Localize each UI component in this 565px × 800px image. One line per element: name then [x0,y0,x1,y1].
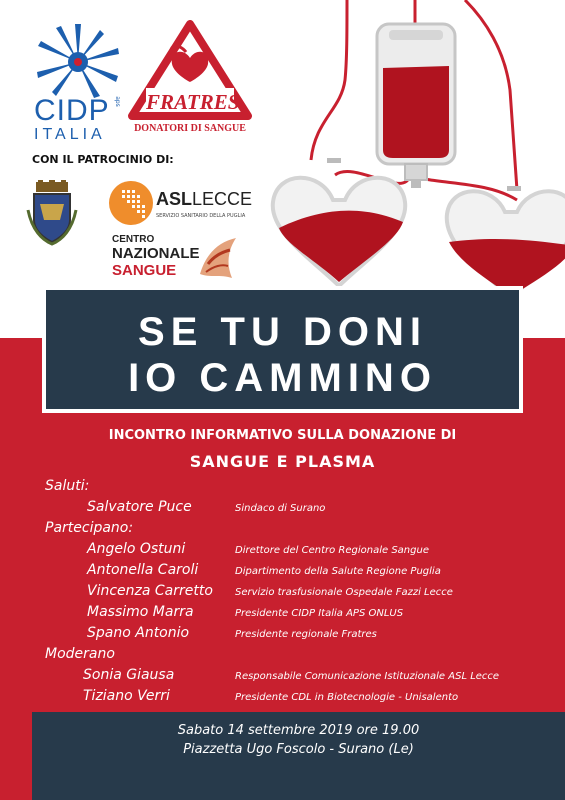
coat-of-arms-icon [26,180,78,246]
title-box [42,286,523,413]
cidp-aps: aps [113,96,121,107]
fratres-name: FRATRES [146,90,240,114]
person-name: Tiziano Verri [83,688,170,704]
asl-subtitle: SERVIZIO SANITARIO DELLA PUGLIA [156,213,246,219]
section-partecipano: Partecipano: [45,520,134,536]
person-role: Direttore del Centro Regionale Sangue [235,545,429,556]
person-name: Vincenza Carretto [87,583,213,599]
section-moderano: Moderano [45,646,115,662]
event-location: Piazzetta Ugo Foscolo - Surano (Le) [183,742,414,757]
title-line-2: IO CAMMINO [128,356,437,400]
cns-line3: SANGUE [112,262,177,279]
person-role: Presidente CIDP Italia APS ONLUS [235,608,404,619]
person-name: Antonella Caroli [87,562,199,578]
asl-puglia-icon [108,180,154,226]
fratres-logo [126,20,254,145]
asl-title-b: LECCE [192,189,253,209]
fratres-subtitle: DONATORI DI SANGUE [134,123,246,134]
person-role: Servizio trasfusionale Ospedale Fazzi Lecce [235,587,453,598]
person-role: Presidente regionale Fratres [235,629,377,640]
person-name: Sonia Giausa [83,667,175,683]
person-role: Dipartimento della Salute Regione Puglia [235,566,441,577]
person-name: Angelo Ostuni [87,541,186,557]
patrocinio-label: CON IL PATROCINIO DI: [32,153,174,166]
event-footer [32,712,565,800]
centro-nazionale-sangue-logo [110,234,240,284]
asl-title-a: ASL [156,189,192,209]
subtitle-line-1: INCONTRO INFORMATIVO SULLA DONAZIONE DI [108,428,457,443]
cns-line1: CENTRO [112,234,155,245]
title-line-1: SE TU DONI [138,310,427,354]
person-role: Presidente CDL in Biotecnologie - Unisalento [235,692,459,703]
event-date-time: Sabato 14 settembre 2019 ore 19.00 [177,723,420,738]
asl-title [156,189,252,210]
cns-figure-icon [196,234,240,282]
subtitle-line-2: SANGUE E PLASMA [189,452,376,471]
cidp-name: CIDP [34,94,110,127]
blood-bag-illustration [255,0,565,290]
person-name: Massimo Marra [87,604,194,620]
section-saluti: Saluti: [45,478,90,494]
asl-lecce-logo [108,180,288,230]
cns-line2: NAZIONALE [112,245,200,262]
person-role: Sindaco di Surano [235,503,326,514]
cidp-logo [28,22,128,142]
cidp-italia: ITALIA [34,126,106,143]
person-role: Responsabile Comunicazione Istituzionale ASL Lecce [235,671,500,682]
cidp-star-icon [28,22,128,102]
person-name: Spano Antonio [87,625,190,641]
person-name: Salvatore Puce [87,499,192,515]
